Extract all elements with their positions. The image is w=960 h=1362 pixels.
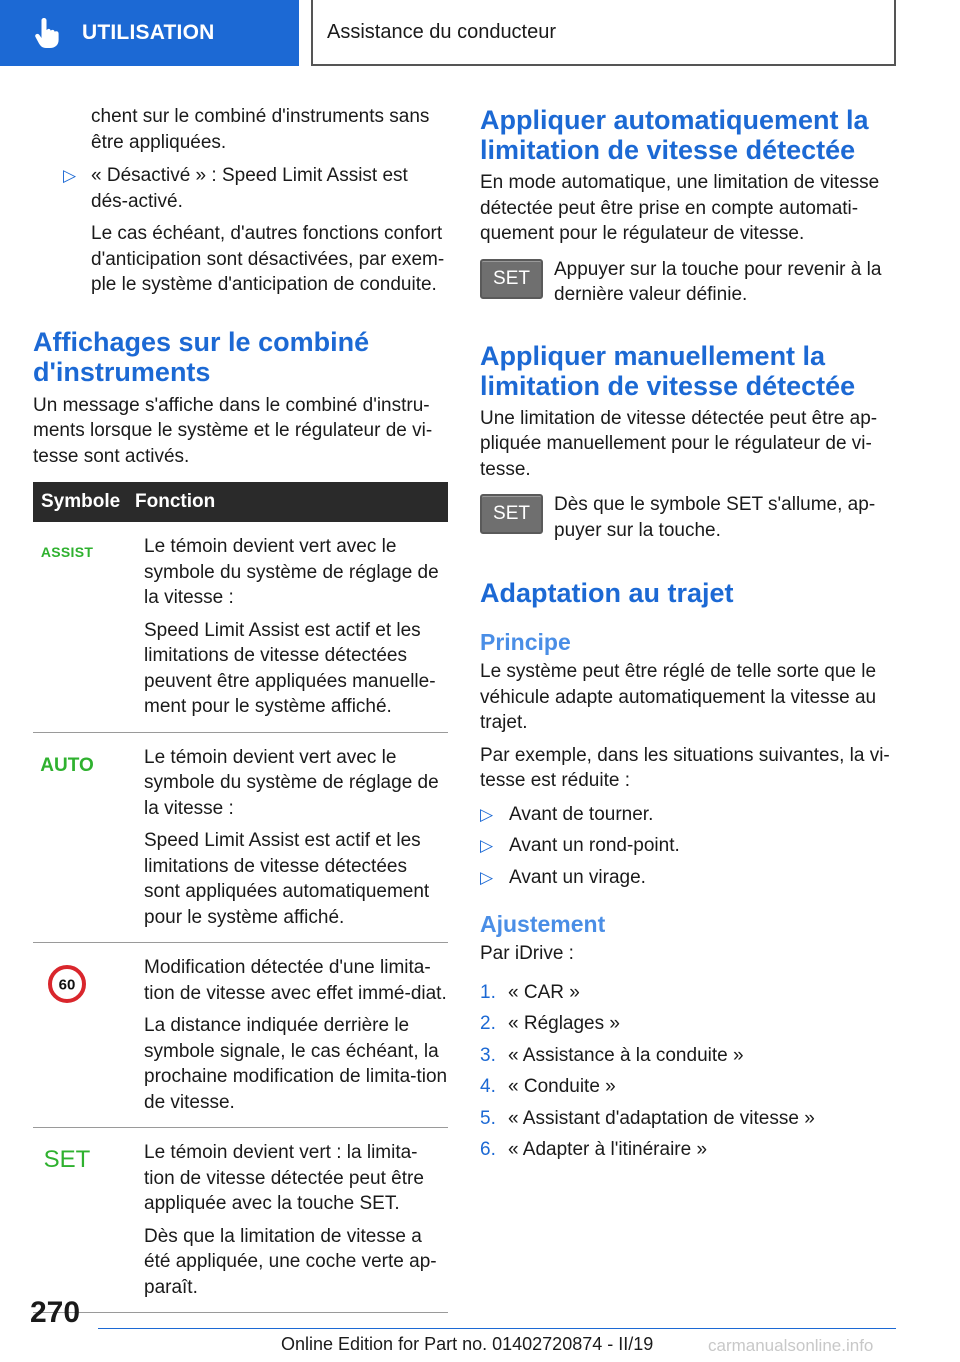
edition-text: Online Edition for Part no. 01402720874 - II/19 — [281, 1334, 654, 1354]
key-instruction-text: Dès que le symbole SET s'allume, ap-puyer sur la touche. — [554, 494, 876, 541]
table-header-row — [33, 482, 448, 522]
step-item — [480, 1106, 892, 1132]
row-text: La distance indiquée derrière le symbole signale, le cas échéant, la prochaine modification de limita-tion de vitesse. — [144, 1015, 448, 1113]
idrive-text: Par iDrive : — [480, 943, 574, 964]
chapter-title: Assistance du conducteur — [327, 20, 557, 43]
column-header-symbol: Symbole — [33, 482, 135, 522]
step-number: 2. — [480, 1013, 496, 1034]
step-text: « Réglages » — [508, 1013, 620, 1034]
set-key-icon: SET — [480, 259, 543, 299]
hand-pointer-icon — [28, 13, 68, 53]
step-number: 4. — [480, 1076, 496, 1097]
row-text: Le témoin devient vert : la limita-tion de vitesse détectée peut être appliquée avec la touche SET. — [144, 1142, 424, 1214]
subheading-adjustment: Ajustement — [480, 911, 606, 937]
key-instruction-text: Appuyer sur la touche pour revenir à la dernière valeur définie. — [554, 258, 882, 305]
continuation-text: chent sur le combiné d'instruments sans être appliquées. — [91, 106, 430, 153]
section-heading: Affichages sur le combiné d'instruments — [33, 326, 370, 387]
step-number: 6. — [480, 1139, 496, 1160]
bullet-text: « Désactivé » : Speed Limit Assist est dés-activé. — [91, 165, 408, 212]
manual-apply-text: Une limitation de vitesse détectée peut être ap-pliquée manuellement pour le régulateur de vi-tesse. — [480, 407, 878, 480]
row-text: Modification détectée d'une limita-tion de vitesse avec effet immé-diat. — [144, 957, 447, 1004]
column-header-function: Fonction — [135, 482, 448, 522]
table-row — [33, 1128, 448, 1313]
heading-auto-apply: Appliquer automatiquement la limitation de vitesse détectée — [480, 105, 869, 165]
footer-divider — [98, 1328, 896, 1329]
step-text: « Assistance à la conduite » — [508, 1044, 744, 1066]
step-text: « Adapter à l'itinéraire » — [508, 1139, 708, 1160]
principle-text: Le système peut être réglé de telle sorte que le véhicule adapte automatiquement la vitesse au trajet. — [480, 661, 877, 733]
list-item: ▷ Avant un rond-point. — [480, 833, 892, 859]
page-number: 270 — [30, 1296, 81, 1329]
svg-text:60: 60 — [58, 976, 76, 994]
table-row — [33, 522, 448, 732]
speed-limit-sign-icon — [48, 965, 86, 1003]
section-tab — [0, 0, 299, 66]
watermark: carmanualsonline.info — [708, 1336, 874, 1355]
triangle-bullet-icon: ▷ — [480, 804, 494, 824]
example-text: Par exemple, dans les situations suivantes, la vi-tesse est réduite : — [480, 744, 890, 791]
assist-indicator-icon: ASSIST — [40, 544, 94, 560]
heading-manual-apply: Appliquer manuellement la limitation de vitesse détectée — [480, 340, 856, 401]
step-item — [480, 1074, 892, 1100]
symbol-table — [33, 482, 448, 1313]
row-text: Speed Limit Assist est actif et les limitations de vitesse détectées peuvent être appliquées manuelle-ment pour le système affiché. — [144, 619, 436, 717]
key-instruction — [480, 257, 892, 308]
step-text: « Conduite » — [508, 1076, 616, 1097]
step-item — [480, 1011, 892, 1037]
key-instruction — [480, 492, 892, 543]
table-row — [33, 732, 448, 943]
table-row — [33, 943, 448, 1128]
auto-apply-text: En mode automatique, une limitation de vitesse détectée peut être prise en compte automati-quement pour le régulateur de vitesse. — [480, 172, 880, 244]
step-item — [480, 1137, 892, 1163]
right-column — [480, 100, 892, 1163]
auto-indicator-icon: AUTO — [40, 754, 94, 776]
row-text: Le témoin devient vert avec le symbole du système de réglage de la vitesse : — [144, 536, 439, 608]
left-column — [33, 100, 448, 1313]
set-indicator-icon: SET — [43, 1146, 91, 1173]
triangle-bullet-icon: ▷ — [480, 836, 494, 855]
step-number: 1. — [480, 981, 496, 1003]
triangle-bullet-icon: ▷ — [480, 867, 494, 887]
step-text: « CAR » — [508, 981, 580, 1003]
list-item: ▷ Avant un virage. — [480, 865, 892, 891]
step-number: 5. — [480, 1107, 496, 1129]
row-text: Dès que la limitation de vitesse a été appliquée, une coche verte ap-paraît. — [144, 1225, 437, 1298]
list-item: ▷ Avant de tourner. — [480, 802, 892, 828]
set-key-icon: SET — [480, 494, 543, 534]
step-item — [480, 980, 892, 1006]
intro-text: Un message s'affiche dans le combiné d'instru-ments lorsque le système et le régulateur de vi-tesse sont activés. — [33, 394, 433, 467]
step-text: « Assistant d'adaptation de vitesse » — [508, 1107, 815, 1129]
row-text: Speed Limit Assist est actif et les limitations de vitesse détectées sont appliquées automatiquement pour le système affiché. — [144, 830, 430, 928]
chapter-header — [311, 0, 896, 66]
step-number: 3. — [480, 1044, 496, 1066]
row-text: Le témoin devient vert avec le symbole du système de réglage de la vitesse : — [144, 746, 439, 819]
heading-route-adaptation: Adaptation au trajet — [480, 578, 734, 608]
subheading-principle: Principe — [480, 629, 571, 655]
step-item — [480, 1043, 892, 1069]
triangle-bullet-icon: ▷ — [63, 166, 77, 185]
section-label: UTILISATION — [82, 21, 215, 44]
list-item — [33, 163, 448, 214]
bullet-followup: Le cas échéant, d'autres fonctions confort d'anticipation sont désactivées, par exem-ple le système d'anticipation de conduite. — [91, 223, 445, 295]
